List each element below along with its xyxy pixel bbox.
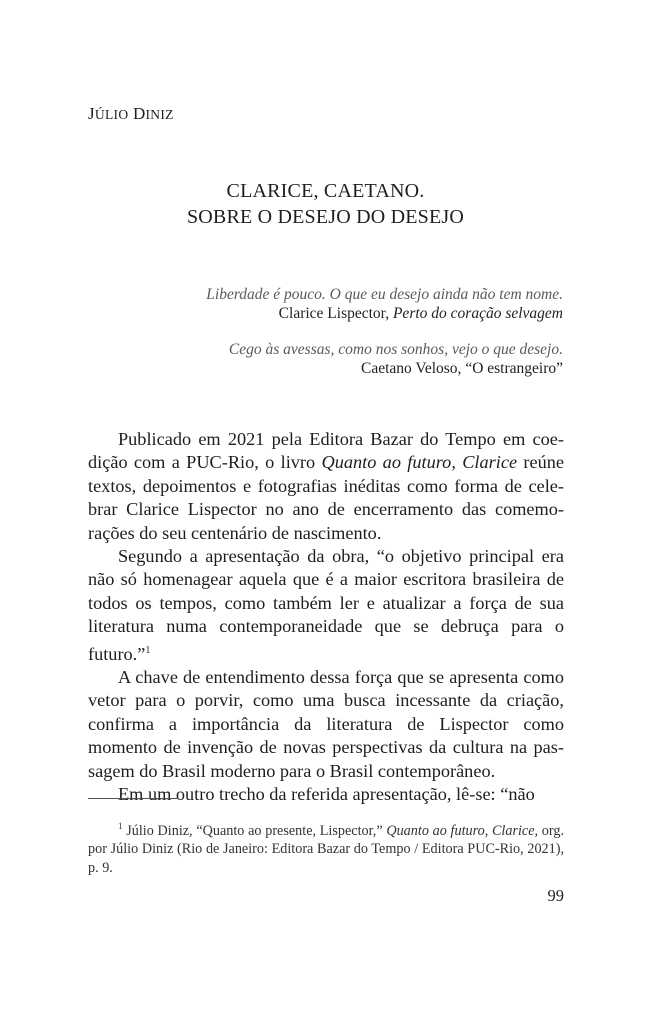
book-title: Quanto ao futuro, Clarice (321, 452, 518, 473)
epigraph-1-quote: Liberdade é pouco. O que eu desejo ainda não tem nome. (206, 286, 563, 303)
footnote-separator (88, 798, 178, 799)
footnote-reference: 1 (145, 644, 151, 656)
epigraph-2-quote: Cego às avessas, como nos sonhos, vejo o que desejo. (228, 341, 563, 358)
running-head-initial-1: J (88, 104, 95, 123)
epigraph-2-author: Caetano Veloso, (360, 360, 462, 377)
epigraph-2-work: “O estrangeiro” (465, 360, 563, 377)
paragraph-3: A chave de entendimento dessa força que se apresenta como vetor para o porvir, como uma busca incessante da criação, confirma a importância da literatura de Lispector como momento de invenção de novas perspectivas da cultura na passagem do Brasil moderno para o Brasil contemporâneo. (88, 667, 564, 781)
running-head-author (88, 104, 174, 124)
body-text (88, 428, 564, 807)
paragraph-2-text: Segundo a apresentação da obra, “o objetivo principal era não só homenagear aquela que é a maior escritora brasileira de todos os tempos, como também ler e atualizar a força de sua literatura numa contemporaneidade que se debruça para o futuro.” (88, 546, 564, 664)
page-number: 99 (547, 886, 564, 905)
epigraph-1 (120, 285, 563, 323)
running-head-initial-2: D (132, 104, 146, 123)
paragraph-1 (88, 428, 564, 545)
chapter-title-line-1: CLARICE, CAETANO. (226, 180, 425, 202)
footnote-book-title: Quanto ao futuro, Clarice, (386, 823, 539, 839)
footnote-number: 1 (118, 821, 123, 831)
epigraph-1-work: Perto do coração selvagem (392, 305, 563, 322)
paragraph-2 (88, 545, 564, 666)
paragraph-1-start: Publicado em 2021 pela Editora Bazar do Tempo em coedição com a PUC-Rio, o livro (88, 429, 564, 473)
epigraph-2-attribution (120, 359, 563, 378)
running-head-rest-2: INIZ (145, 107, 174, 122)
epigraph-2 (120, 340, 563, 378)
footnote (88, 817, 564, 877)
epigraph-1-author: Clarice Lispector, (278, 305, 390, 322)
paragraph-4: Em um outro trecho da referida apresentação, lê-se: “não (118, 784, 535, 805)
chapter-title-line-2: SOBRE O DESEJO DO DESEJO (186, 206, 465, 228)
footnote-text-start: Júlio Diniz, “Quanto ao presente, Lispector,” (122, 823, 387, 839)
paragraph-1-end: reúne textos, depoimentos e fotografias inéditas como forma de celebrar Clarice Lispector no ano de encerramento das comemorações do seu centenário de nascimento. (88, 452, 564, 543)
footnote-text-end: org. por Júlio Diniz (Rio de Janeiro: Editora Bazar do Tempo / Editora PUC-Rio, 2021), p. 9. (88, 823, 565, 876)
epigraph-1-attribution (120, 304, 563, 323)
running-head-rest-1: ÚLIO (94, 107, 129, 122)
